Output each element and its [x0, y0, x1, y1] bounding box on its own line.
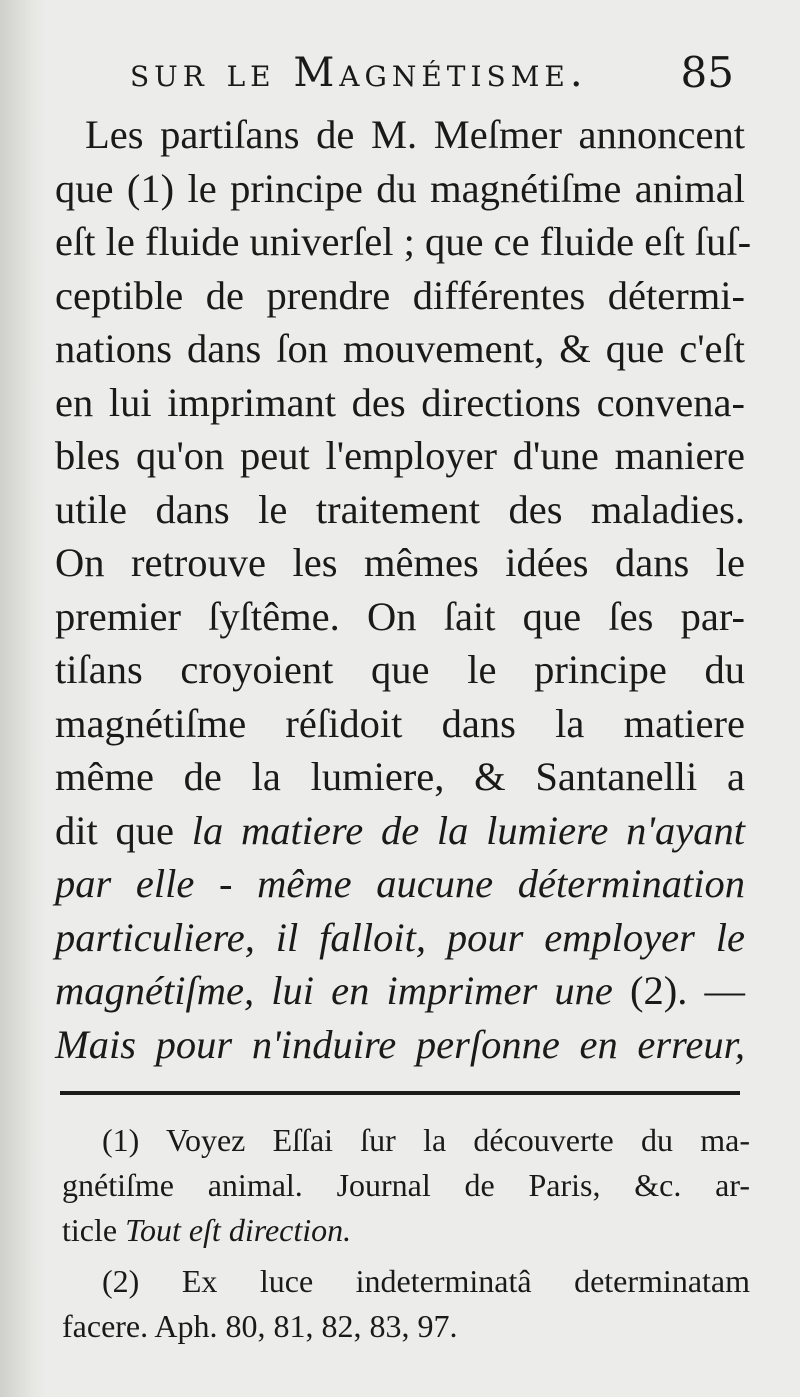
text-line-italic: Mais pour n'induire perſonne en erreur,	[55, 1021, 745, 1067]
text-line: bles qu'on peut l'employer d'une maniere	[55, 433, 745, 478]
footnote-2	[62, 1259, 750, 1349]
footnote-rule	[60, 1091, 740, 1095]
footnote-1	[62, 1118, 750, 1253]
footnote-line: gnétiſme animal. Journal de Paris, &c. ar-	[62, 1167, 750, 1203]
running-head	[130, 46, 740, 102]
running-head-title: sur le Magnétisme.	[130, 50, 588, 96]
footnotes	[62, 1118, 750, 1349]
text-line: tiſans croyoient que le principe du	[55, 647, 745, 692]
text-line: utile dans le traitement des maladies.	[55, 486, 745, 532]
text-line: en lui imprimant des directions convena-	[55, 379, 745, 425]
footnote-line: (1) Voyez Eſſai ſur la découverte du ma-	[102, 1122, 750, 1158]
text-line-mixed	[55, 964, 745, 1018]
footnote-line: facere. Aph. 80, 81, 82, 83, 97.	[62, 1308, 458, 1344]
text-line: même de la lumiere, & Santanelli a	[55, 754, 745, 799]
text-line: ceptible de prendre différentes détermi-	[55, 272, 745, 318]
italic-text: Tout eſt direction.	[125, 1212, 352, 1248]
text-line-italic: particuliere, il falloit, pour employer le	[55, 914, 745, 960]
text-line: On retrouve les mêmes idées dans le	[55, 540, 745, 585]
text-line: eſt le fluide univerſel ; que ce fluide eſt ſuſ-	[55, 219, 752, 264]
footnote-line	[62, 1208, 750, 1253]
page-number: 85	[680, 48, 734, 97]
plain-text: ticle	[62, 1212, 126, 1248]
text-line: magnétiſme réſidoit dans la matiere	[55, 700, 745, 746]
text-line-mixed	[55, 804, 745, 858]
quoted-italic-text: magnétiſme, lui en imprimer une	[55, 968, 613, 1013]
footnote-line: (2) Ex luce indeterminatâ determinatam	[102, 1263, 750, 1299]
plain-text: (2). —	[612, 968, 745, 1013]
main-text	[55, 108, 752, 1071]
text-line: nations dans ſon mouvement, & que c'eſt	[55, 326, 745, 371]
text-line: premier ſyſtême. On ſait que ſes par-	[55, 593, 745, 639]
text-line-italic: par elle - même aucune détermination	[55, 861, 745, 906]
text-line: que (1) le principe du magnétiſme animal	[55, 165, 745, 211]
text-line: Les partiſans de M. Meſmer annoncent	[85, 112, 745, 157]
quoted-italic-text: la matiere de la lumiere n'ayant	[191, 807, 746, 853]
plain-text: dit que	[55, 807, 192, 853]
